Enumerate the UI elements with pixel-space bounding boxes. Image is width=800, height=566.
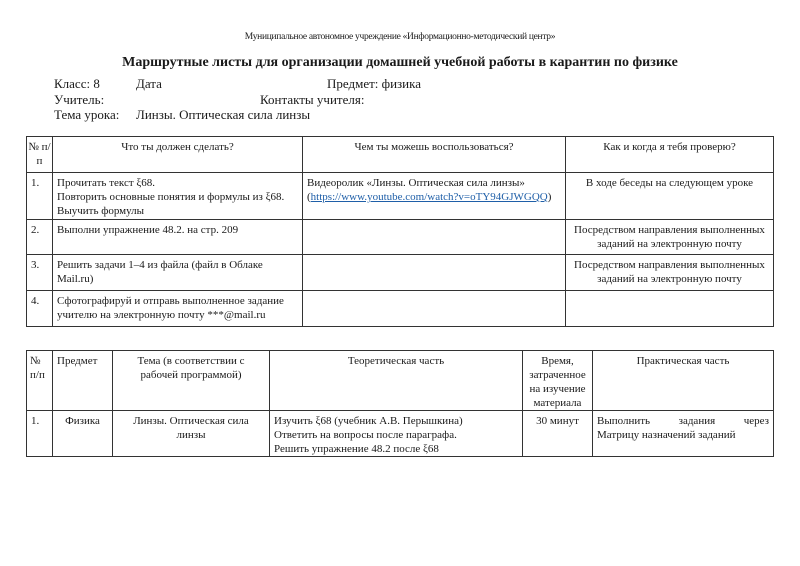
- lesson-plan-table: [26, 350, 774, 457]
- practice-word: через: [743, 415, 769, 427]
- table-row: [27, 411, 774, 457]
- table-row: [27, 291, 774, 327]
- task-line: Повторить основные понятия и формулы из ξ68.: [57, 191, 285, 203]
- row-num: 1.: [27, 173, 53, 220]
- teacher-label: Учитель:: [54, 92, 105, 107]
- row-num: 1.: [27, 411, 53, 457]
- row-num: 4.: [27, 291, 53, 327]
- header-num: № п/п: [27, 351, 53, 411]
- class-label: Класс: 8: [54, 76, 100, 91]
- table-row: [27, 173, 774, 220]
- table-header-row: [27, 351, 774, 411]
- row-resource: [303, 255, 566, 291]
- header-check: Как и когда я тебя проверю?: [566, 137, 774, 173]
- practice-line-2: Матрицу назначений заданий: [597, 429, 736, 441]
- row-practice: [593, 411, 774, 457]
- row-task: Выполни упражнение 48.2. на стр. 209: [53, 220, 303, 255]
- row-resource: [303, 291, 566, 327]
- table-header-row: [27, 137, 774, 173]
- video-link[interactable]: https://www.youtube.com/watch?v=oTY94GJWGQQ: [310, 191, 548, 203]
- row-num: 2.: [27, 220, 53, 255]
- row-check: Посредством направления выполненных заданий на электронную почту: [566, 255, 774, 291]
- header-task: Что ты должен сделать?: [53, 137, 303, 173]
- header-time: Время, затраченное на изучение материала: [523, 351, 593, 411]
- page-title: Маршрутные листы для организации домашней учебной работы в карантин по физике: [122, 55, 678, 70]
- row-subject: Физика: [53, 411, 113, 457]
- theory-line: Решить упражнение 48.2 после ξ68: [274, 443, 439, 455]
- table-row: [27, 220, 774, 255]
- subject-label: Предмет: физика: [327, 76, 422, 91]
- table-row: [27, 255, 774, 291]
- topic-value: Линзы. Оптическая сила линзы: [136, 107, 311, 122]
- theory-line: Ответить на вопросы после параграфа.: [274, 429, 457, 441]
- date-label: Дата: [136, 76, 162, 91]
- row-task: Сфотографируй и отправь выполненное задание учителю на электронную почту ***@mail.ru: [53, 291, 303, 327]
- row-resource: [303, 220, 566, 255]
- row-topic: Линзы. Оптическая сила линзы: [113, 411, 270, 457]
- resource-link-wrapper: (https://www.youtube.com/watch?v=oTY94GJWGQQ): [307, 191, 552, 203]
- organization-name: Муниципальное автономное учреждение «Информационно-методический центр»: [244, 32, 556, 42]
- header-topic: Тема (в соответствии с рабочей программой): [113, 351, 270, 411]
- header-subject: Предмет: [53, 351, 113, 411]
- row-check: Посредством направления выполненных заданий на электронную почту: [566, 220, 774, 255]
- row-time: 30 минут: [523, 411, 593, 457]
- practice-line-1: [597, 414, 769, 428]
- row-check: В ходе беседы на следующем уроке: [566, 173, 774, 220]
- task-line: Выучить формулы: [57, 205, 145, 217]
- practice-word: задания: [678, 415, 716, 427]
- header-num: № п/п: [27, 137, 53, 173]
- row-num: 3.: [27, 255, 53, 291]
- theory-line: Изучить ξ68 (учебник А.В. Перышкина): [274, 415, 463, 427]
- topic-label: Тема урока:: [54, 107, 120, 122]
- contacts-label: Контакты учителя:: [260, 92, 365, 107]
- row-task: Решить задачи 1–4 из файла (файл в Облаке Mail.ru): [53, 255, 303, 291]
- header-theory: Теоретическая часть: [270, 351, 523, 411]
- route-sheet-table: [26, 136, 774, 327]
- practice-word: Выполнить: [597, 415, 651, 427]
- row-theory: [270, 411, 523, 457]
- header-practice: Практическая часть: [593, 351, 774, 411]
- resource-text: Видеоролик «Линзы. Оптическая сила линзы»: [307, 177, 525, 189]
- row-check: [566, 291, 774, 327]
- task-line: Прочитать текст ξ68.: [57, 177, 156, 189]
- row-resource: [303, 173, 566, 220]
- header-resource: Чем ты можешь воспользоваться?: [303, 137, 566, 173]
- row-task: [53, 173, 303, 220]
